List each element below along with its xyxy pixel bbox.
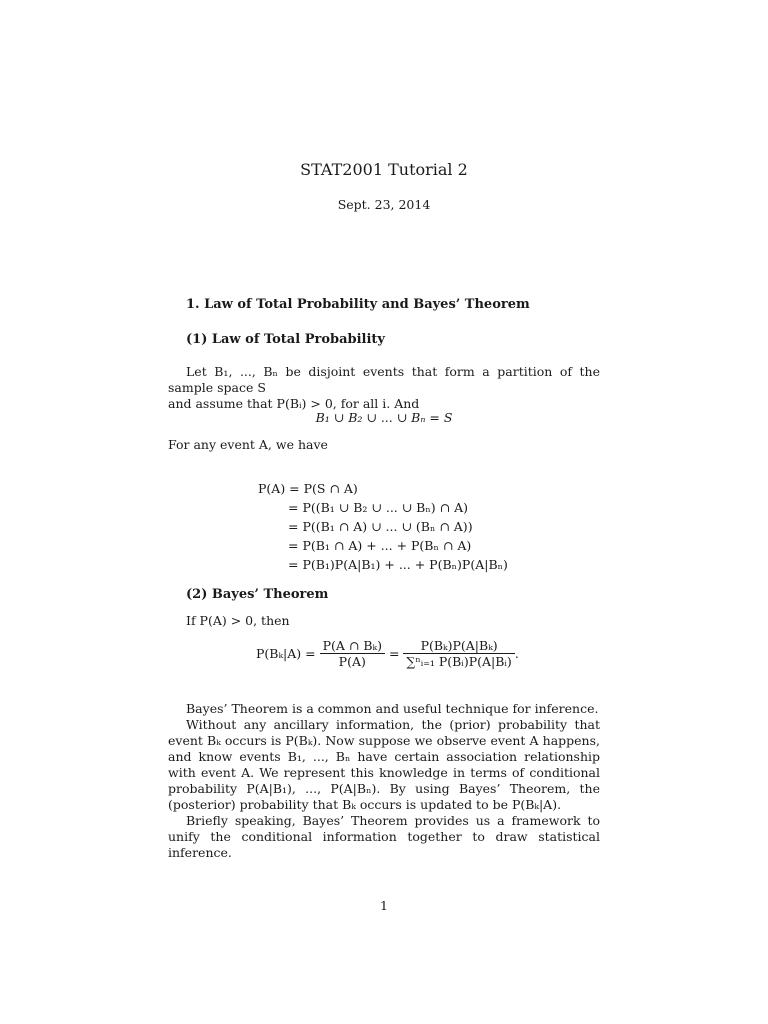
discussion-paragraph-3: Briefly speaking, Bayes’ Theorem provides us a framework to unify the conditional information together to draw statistical inference. (168, 813, 600, 860)
subsection-heading-total-probability: (1) Law of Total Probability (186, 332, 385, 347)
derivation-line-5: = P(B₁)P(A|B₁) + ... + P(Bₙ)P(A|Bₙ) (288, 557, 508, 572)
bayes-formula (256, 638, 519, 669)
bayes-fraction-1 (320, 638, 385, 669)
bayes-fraction-2 (403, 638, 514, 669)
for-any-event-text: For any event A, we have (168, 437, 328, 452)
bayes-fraction-1-numerator: P(A ∩ Bₖ) (320, 638, 385, 654)
derivation-line-2: = P((B₁ ∪ B₂ ∪ ... ∪ Bₙ) ∩ A) (288, 500, 468, 515)
bayes-period: . (514, 646, 519, 661)
discussion-paragraph-2: Without any ancillary information, the (prior) probability that event Bₖ occurs is P(Bₖ). Now suppose we observe event A happens, and know events B₁, ..., Bₙ have certain association relationship with event A. We represent this knowledge in terms of conditional probability P(A|B₁), ..., P(A|Bₙ). By using Bayes’ Theorem, the (posterior) probability that Bₖ occurs is updated to be P(Bₖ|A). (168, 717, 600, 812)
bayes-discussion (168, 701, 600, 861)
bayes-equals: = (388, 646, 400, 661)
page-number: 1 (380, 898, 388, 913)
derivation-line-4: = P(B₁ ∩ A) + ... + P(Bₙ ∩ A) (288, 538, 472, 553)
partition-paragraph (168, 364, 600, 412)
bayes-fraction-2-numerator: P(Bₖ)P(A|Bₖ) (403, 638, 514, 654)
condition-text: If P(A) > 0, then (186, 613, 290, 628)
partition-line-2: and assume that P(Bᵢ) > 0, for all i. And (168, 396, 420, 411)
subsection-heading-bayes: (2) Bayes’ Theorem (186, 587, 329, 602)
bayes-fraction-2-denominator: ∑ⁿᵢ₌₁ P(Bᵢ)P(A|Bᵢ) (406, 654, 512, 669)
derivation-line-1: P(A) = P(S ∩ A) (258, 481, 358, 496)
document-title: STAT2001 Tutorial 2 (300, 160, 468, 179)
union-equation: B₁ ∪ B₂ ∪ ... ∪ Bₙ = S (315, 410, 453, 425)
document-date: Sept. 23, 2014 (337, 197, 431, 212)
partition-line-1: Let B₁, ..., Bₙ be disjoint events that form a partition of the sample space S (168, 364, 600, 395)
derivation-line-3: = P((B₁ ∩ A) ∪ ... ∪ (Bₙ ∩ A)) (288, 519, 473, 534)
bayes-fraction-1-denominator: P(A) (338, 654, 366, 669)
bayes-lhs: P(Bₖ|A) = (256, 646, 316, 661)
discussion-paragraph-1: Bayes’ Theorem is a common and useful technique for inference. (186, 701, 599, 716)
section-heading: 1. Law of Total Probability and Bayes’ Theorem (186, 297, 530, 312)
